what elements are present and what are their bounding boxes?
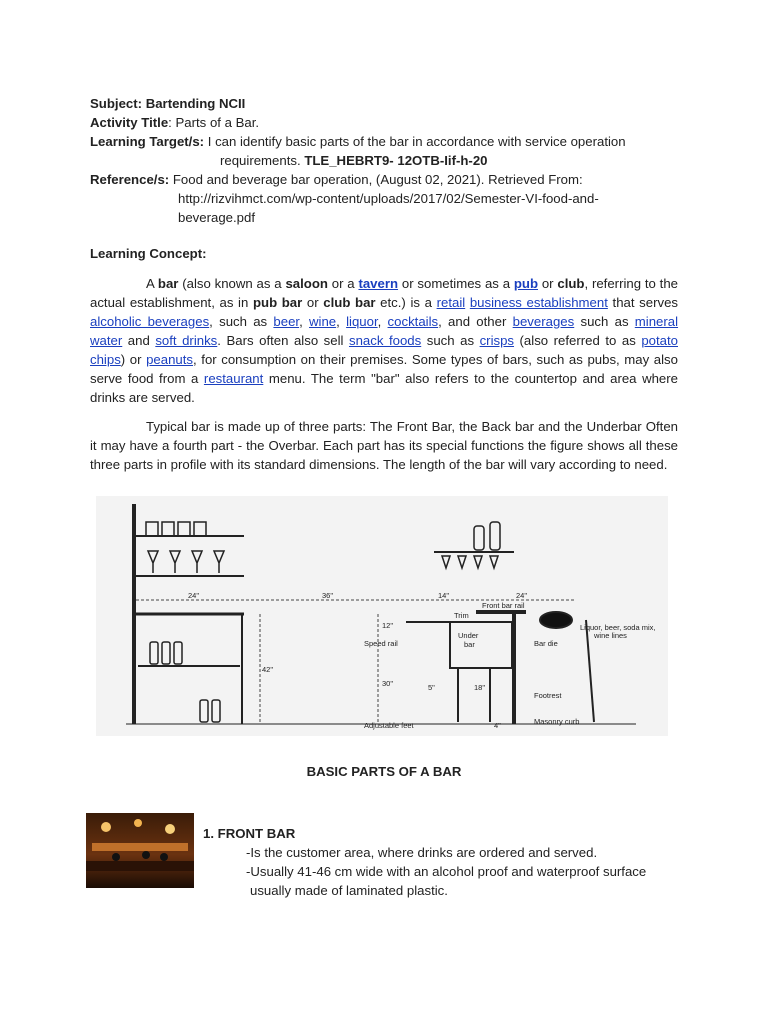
front-bar-photo	[86, 813, 194, 888]
link-retail[interactable]: retail	[436, 295, 466, 310]
wine-glass-icon	[214, 551, 224, 573]
link-beer[interactable]: beer	[273, 314, 300, 329]
p1-text: . Bars often also sell	[217, 333, 349, 348]
link-potato-chips[interactable]: potato chips	[90, 333, 678, 367]
p1-text: that serves	[607, 295, 678, 310]
subject-line	[90, 94, 678, 113]
concept-paragraph-2: Typical bar is made up of three parts: The Front Bar, the Back bar and the Underbar Often it may have a fourth part - the Overbar. Each part has its special functions the figure shows all these three parts in profile with its standard dimensions. The length of the bar will vary according to need.	[90, 419, 678, 472]
stool-leg-line	[586, 620, 594, 722]
link-restaurant[interactable]: restaurant	[203, 371, 264, 386]
term-club: club	[557, 276, 585, 291]
bottle-icon	[474, 526, 484, 550]
wine-glass-icon	[192, 551, 202, 573]
bar-profile-svg	[96, 496, 668, 736]
p1-text: ) or	[120, 352, 147, 367]
light-glow	[134, 819, 142, 827]
glass-icon	[194, 522, 206, 536]
glass-icon	[146, 522, 158, 536]
bar-die-label: Bar die	[534, 639, 558, 648]
p1-text: (also known as a	[178, 276, 286, 291]
front-bar-photo-svg	[86, 813, 194, 888]
hanging-glass-icon	[490, 556, 498, 568]
reference-line	[90, 170, 678, 189]
link-cocktails[interactable]: cocktails	[387, 314, 439, 329]
dim-label: 4"	[494, 721, 501, 730]
target-label: Learning Target/s:	[90, 134, 205, 149]
p1-text: ,	[299, 314, 310, 329]
target-line	[90, 132, 678, 151]
section-title: BASIC PARTS OF A BAR	[306, 764, 462, 779]
bar-profile-diagram	[96, 496, 668, 736]
activity-label: Activity Title	[90, 115, 169, 130]
reference-url: http://rizvihmct.com/wp-content/uploads/2017/02/Semester-VI-food-and-	[178, 191, 599, 206]
target-line-2	[220, 151, 680, 170]
link-liquor[interactable]: liquor	[346, 314, 378, 329]
under-bar-label-2: bar	[464, 640, 475, 649]
masonry-curb-label: Masonry curb	[534, 717, 580, 726]
p1-text: such as	[574, 314, 635, 329]
counter-shape	[86, 861, 194, 871]
link-beverages[interactable]: beverages	[512, 314, 575, 329]
term-saloon: saloon	[285, 276, 328, 291]
speed-rail-label: Speed rail	[364, 639, 398, 648]
p1-text: ,	[336, 314, 347, 329]
light-glow	[101, 822, 111, 832]
front-bar-heading: 1. FRONT BAR	[203, 826, 296, 841]
dim-label: 14"	[438, 591, 450, 600]
glass-icon	[178, 522, 190, 536]
p1-text: , referring to the actual establishment, as in	[90, 276, 679, 310]
p1-text: , such as	[209, 314, 274, 329]
p1-text: such as	[421, 333, 480, 348]
bottle-icon	[490, 522, 500, 550]
trim-label: Trim	[454, 611, 469, 620]
link-tavern[interactable]: tavern	[358, 276, 399, 291]
liquor-lines-label-2: wine lines	[594, 631, 627, 640]
footrest-label: Footrest	[534, 691, 562, 700]
target-text-1: I can identify basic parts of the bar in accordance with service operation	[207, 134, 626, 149]
link-alcoholic-beverages[interactable]: alcoholic beverages	[90, 314, 210, 329]
p1-text: menu. The term "bar" also refers to the countertop and area where drinks are served.	[90, 371, 678, 405]
term-pub-bar: pub bar	[252, 295, 303, 310]
activity-value: : Parts of a Bar.	[168, 115, 260, 130]
shelf-glow	[92, 843, 188, 851]
p1-text: A	[146, 276, 158, 291]
link-wine[interactable]: wine	[309, 314, 337, 329]
wine-glass-icon	[148, 551, 158, 573]
underbar-box	[450, 622, 512, 668]
dim-label: 24"	[516, 591, 528, 600]
reference-url-2: beverage.pdf	[178, 210, 255, 225]
p1-text: or	[302, 295, 324, 310]
front-bar-desc-2: -Usually 41-46 cm wide with an alcohol proof and waterproof surface	[246, 864, 647, 879]
liquor-lines-label: Liquor, beer, soda mix,	[580, 623, 656, 632]
reference-text-1: Food and beverage bar operation, (August 02, 2021). Retrieved From:	[172, 172, 583, 187]
link-soft-drinks[interactable]: soft drinks	[155, 333, 218, 348]
p1-text: , and other	[438, 314, 513, 329]
dim-label: 30"	[382, 679, 394, 688]
patron-silhouette	[112, 853, 120, 861]
link-peanuts[interactable]: peanuts	[146, 352, 194, 367]
hanging-glass-icon	[442, 556, 450, 568]
p1-text: etc.) is a	[375, 295, 437, 310]
target-text-2: requirements.	[220, 153, 301, 168]
patron-silhouette	[160, 853, 168, 861]
p1-text: or sometimes as a	[398, 276, 514, 291]
activity-line	[90, 113, 678, 132]
stool-seat	[540, 612, 572, 628]
p1-text: or a	[327, 276, 359, 291]
front-bar-desc-3: usually made of laminated plastic.	[250, 883, 448, 898]
dim-label: 24"	[188, 591, 200, 600]
bottle-icon	[150, 642, 158, 664]
wine-glass-icon	[170, 551, 180, 573]
light-glow	[165, 824, 175, 834]
link-snack-foods[interactable]: snack foods	[348, 333, 422, 348]
bottle-icon	[162, 642, 170, 664]
front-bar-desc-1: -Is the customer area, where drinks are ordered and served.	[246, 845, 598, 860]
hanging-glass-icon	[474, 556, 482, 568]
subject-label: Subject:	[90, 96, 143, 111]
adjustable-feet-label: Adjustable feet	[364, 721, 414, 730]
reference-label: Reference/s:	[90, 172, 170, 187]
dim-label: 18"	[474, 683, 486, 692]
dim-label: 36"	[322, 591, 334, 600]
link-pub[interactable]: pub	[513, 276, 539, 291]
concept-paragraph-1	[90, 274, 678, 407]
term-club-bar: club bar	[323, 295, 376, 310]
dim-label: 12"	[382, 621, 394, 630]
p1-text: and	[122, 333, 156, 348]
link-business-establishment[interactable]: business establishment	[469, 295, 608, 310]
hanging-glass-icon	[458, 556, 466, 568]
subject-value: Bartending NCII	[145, 96, 246, 111]
patron-silhouette	[142, 851, 150, 859]
term-bar: bar	[157, 276, 179, 291]
p1-text: or	[538, 276, 558, 291]
dim-label: 42"	[262, 665, 274, 674]
p1-text: , for consumption on their premises. Some types of bars, such as pubs, may also serve food from a	[90, 352, 678, 386]
p1-text: ,	[377, 314, 388, 329]
glass-icon	[162, 522, 174, 536]
p1-text: (also referred to as	[514, 333, 642, 348]
front-bar-rail-label: Front bar rail	[482, 601, 525, 610]
dim-label: 5"	[428, 683, 435, 692]
bottle-icon	[174, 642, 182, 664]
under-bar-label: Under	[458, 631, 479, 640]
bottle-icon	[200, 700, 208, 722]
target-code: TLE_HEBRT9- 12OTB-Iif-h-20	[304, 153, 488, 168]
link-mineral-water[interactable]: mineral water	[90, 314, 679, 348]
link-crisps[interactable]: crisps	[479, 333, 515, 348]
learning-concept-heading: Learning Concept:	[90, 246, 207, 261]
bottle-icon	[212, 700, 220, 722]
